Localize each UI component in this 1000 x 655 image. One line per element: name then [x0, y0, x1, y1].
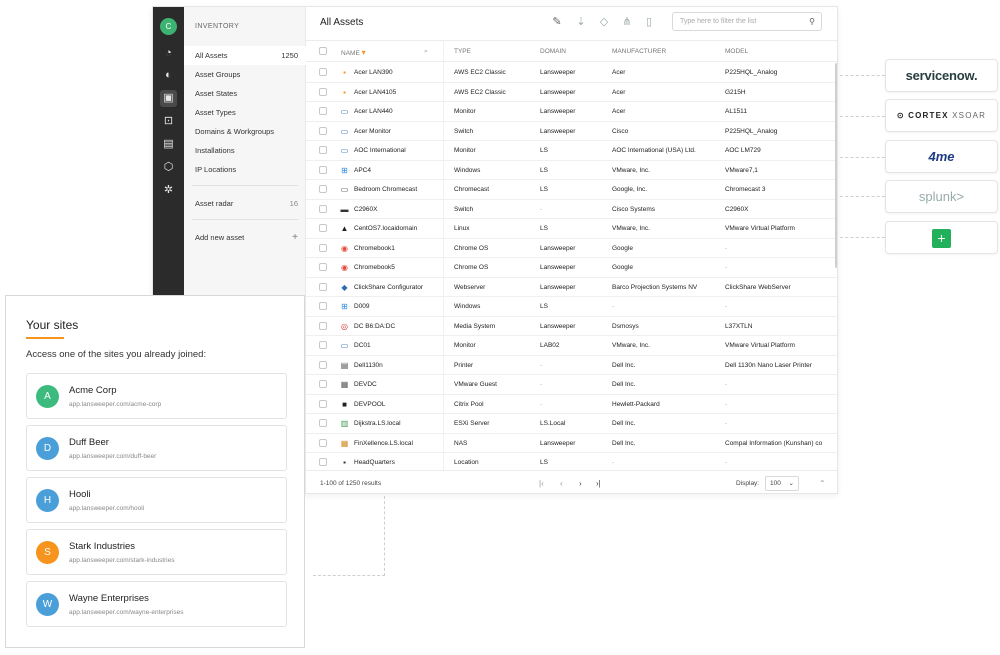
- table-row[interactable]: [306, 356, 838, 376]
- row-checkbox[interactable]: [319, 127, 327, 135]
- cell-model: AOC LM729: [725, 147, 761, 154]
- cell-model: -: [725, 244, 728, 252]
- cell-model: G215H: [725, 88, 746, 96]
- citrix-icon: ■: [342, 399, 347, 409]
- cell-manufacturer: Dsmosys: [612, 322, 639, 330]
- cell-type: Media System: [454, 322, 496, 330]
- cell-type: Location: [454, 459, 479, 466]
- connector-line: [840, 75, 885, 76]
- aws-icon: ▪: [343, 87, 346, 97]
- cell-name[interactable]: Acer LAN4105: [354, 88, 397, 96]
- display-value: 100: [770, 480, 781, 487]
- page-title: All Assets: [320, 17, 364, 28]
- cell-model: P225HQL_Analog: [725, 69, 778, 76]
- last-page-icon[interactable]: ›|: [596, 479, 601, 488]
- cell-name[interactable]: Bedroom Chromecast: [354, 186, 418, 193]
- sidebar-divider: [192, 219, 298, 220]
- edit-icon[interactable]: ✎: [552, 16, 562, 28]
- cell-domain: Lansweeper: [540, 264, 576, 271]
- sidebar-item-label: Asset radar: [195, 199, 234, 208]
- cell-type: Switch: [454, 205, 474, 213]
- monitor-icon: ▭: [340, 126, 349, 136]
- sidebar-heading: INVENTORY: [195, 23, 240, 30]
- row-checkbox[interactable]: [319, 380, 327, 388]
- linux-icon: ▲: [340, 224, 349, 233]
- location-icon: ▪: [343, 458, 346, 467]
- cell-type: Webserver: [454, 283, 486, 291]
- site-card[interactable]: [26, 529, 287, 575]
- row-checkbox[interactable]: [319, 439, 327, 447]
- cell-domain: LS: [540, 459, 548, 466]
- row-checkbox[interactable]: [319, 88, 327, 96]
- cell-manufacturer: Acer: [612, 88, 626, 96]
- aws-icon: ▪: [343, 68, 346, 77]
- cell-manufacturer: Google: [612, 244, 633, 252]
- table-row[interactable]: [306, 102, 838, 122]
- cell-type: Switch: [454, 127, 474, 135]
- server-icon: ▥: [340, 419, 349, 428]
- cell-model: Dell 1130n Nano Laser Printer: [725, 361, 812, 369]
- cell-model: -: [725, 420, 728, 427]
- site-name: Acme Corp: [69, 385, 117, 396]
- cell-name[interactable]: D009: [354, 303, 370, 310]
- table-row[interactable]: [306, 239, 838, 259]
- site-avatar: S: [36, 541, 59, 564]
- column-header-model[interactable]: MODEL: [725, 48, 749, 55]
- cell-model: L37XTLN: [725, 322, 753, 330]
- connector-line: [313, 496, 385, 576]
- table-row[interactable]: [306, 200, 838, 220]
- cell-domain: LS: [540, 147, 548, 154]
- site-url: app.lansweeper.com/duff-beer: [69, 453, 157, 460]
- user-avatar[interactable]: C: [160, 18, 177, 35]
- cell-type: VMware Guest: [454, 381, 497, 388]
- site-avatar: A: [36, 385, 59, 408]
- cell-model: P225HQL_Analog: [725, 127, 778, 135]
- monitor-icon: ▭: [340, 146, 349, 155]
- row-checkbox[interactable]: [319, 361, 327, 369]
- add-new-asset-button[interactable]: [184, 228, 306, 247]
- cell-manufacturer: VMware, Inc.: [612, 225, 650, 232]
- cell-domain: -: [540, 205, 543, 213]
- cell-model: -: [725, 400, 728, 408]
- media-icon: ◎: [341, 321, 348, 331]
- cell-name[interactable]: Dijkstra.LS.local: [354, 420, 401, 427]
- plus-icon: +: [292, 232, 298, 243]
- cell-type: Monitor: [454, 342, 476, 349]
- reports-icon[interactable]: ◐: [165, 69, 172, 81]
- cell-name[interactable]: DC B6:DA:DC: [354, 322, 396, 330]
- cell-domain: Lansweeper: [540, 283, 576, 291]
- table-row[interactable]: [306, 63, 838, 83]
- inventory-icon[interactable]: ▣: [160, 90, 177, 107]
- row-checkbox[interactable]: [319, 458, 327, 466]
- cell-domain: -: [540, 400, 543, 408]
- cell-type: Citrix Pool: [454, 400, 484, 408]
- cell-manufacturer: Cisco Systems: [612, 205, 655, 213]
- sidebar-item-asset-radar[interactable]: [184, 194, 306, 213]
- sidebar-item-asset-groups[interactable]: Asset Groups: [195, 70, 241, 79]
- monitor-icon: ▭: [340, 107, 349, 116]
- merge-icon[interactable]: ⇣: [576, 16, 586, 28]
- site-url: app.lansweeper.com/stark-industries: [69, 557, 175, 564]
- site-card[interactable]: [26, 425, 287, 471]
- table-row[interactable]: [306, 278, 838, 298]
- row-checkbox[interactable]: [319, 244, 327, 252]
- select-all-checkbox[interactable]: [319, 47, 327, 55]
- site-name: Stark Industries: [69, 541, 135, 552]
- cell-domain: LAB02: [540, 342, 560, 349]
- connector-line: [840, 237, 885, 238]
- column-header-name[interactable]: [341, 48, 366, 57]
- row-checkbox[interactable]: [319, 283, 327, 291]
- cell-model: AL1511: [725, 108, 747, 115]
- cell-manufacturer: Dell Inc.: [612, 381, 636, 388]
- row-checkbox[interactable]: [319, 419, 327, 427]
- chromecast-icon: ▭: [340, 185, 349, 194]
- box-icon[interactable]: ⬡: [163, 161, 174, 173]
- cell-manufacturer: Acer: [612, 108, 626, 115]
- cell-domain: Lansweeper: [540, 244, 576, 252]
- next-page-icon[interactable]: ›: [579, 479, 582, 488]
- documents-icon[interactable]: ▤: [163, 138, 174, 150]
- cell-type: Windows: [454, 166, 481, 174]
- table-row[interactable]: [306, 317, 838, 337]
- monitor-icon: ▭: [340, 341, 349, 350]
- cell-name[interactable]: Acer Monitor: [354, 127, 391, 135]
- cell-name[interactable]: Chromebook5: [354, 264, 395, 271]
- cell-domain: LS: [540, 186, 548, 193]
- cell-manufacturer: Google: [612, 264, 633, 271]
- cell-model: VMware7,1: [725, 166, 758, 174]
- site-name: Wayne Enterprises: [69, 593, 149, 604]
- cell-name[interactable]: ClickShare Configurator: [354, 283, 424, 291]
- table-row[interactable]: [306, 434, 838, 454]
- column-header-type[interactable]: TYPE: [454, 48, 471, 55]
- cell-manufacturer: Google, Inc.: [612, 186, 648, 193]
- sidebar-item-label: All Assets: [195, 51, 228, 60]
- sidebar-item-asset-types[interactable]: Asset Types: [195, 108, 236, 117]
- nas-icon: ▦: [340, 438, 349, 448]
- table-row[interactable]: [306, 395, 838, 415]
- cell-domain: -: [540, 361, 543, 369]
- cell-manufacturer: Cisco: [612, 127, 629, 135]
- row-checkbox[interactable]: [319, 166, 327, 174]
- row-checkbox[interactable]: [319, 68, 327, 76]
- cell-model: C2960X: [725, 205, 749, 213]
- sidebar-item-count: 16: [289, 199, 298, 208]
- software-icon[interactable]: ⊡: [163, 115, 174, 127]
- scroll-top-icon[interactable]: ⌃: [819, 479, 826, 488]
- site-name: Duff Beer: [69, 437, 109, 448]
- table-row[interactable]: [306, 258, 838, 278]
- sort-desc-icon[interactable]: ▾: [361, 48, 366, 57]
- your-sites-card: [5, 295, 305, 648]
- cell-type: AWS EC2 Classic: [454, 88, 506, 96]
- webserver-icon: ◆: [341, 282, 348, 292]
- prev-page-icon[interactable]: ‹: [560, 479, 563, 488]
- 4me-logo: 4me: [928, 149, 955, 164]
- cell-manufacturer: VMware, Inc.: [612, 342, 650, 349]
- cell-domain: LS: [540, 166, 548, 174]
- site-url: app.lansweeper.com/hooli: [69, 505, 145, 512]
- row-checkbox[interactable]: [319, 205, 327, 213]
- cell-domain: LS.Local: [540, 420, 566, 427]
- display-label: Display:: [736, 480, 760, 487]
- cell-model: Compal Information (Kunshan) co: [725, 439, 823, 447]
- site-card[interactable]: [26, 477, 287, 523]
- cell-model: ClickShare WebServer: [725, 283, 791, 291]
- cell-domain: Lansweeper: [540, 69, 576, 76]
- connector-line: [840, 157, 885, 158]
- settings-icon[interactable]: ✲: [163, 184, 174, 196]
- cell-domain: -: [540, 381, 543, 388]
- cell-manufacturer: -: [612, 303, 615, 310]
- cell-manufacturer: VMware, Inc.: [612, 166, 650, 174]
- windows-icon: ⊞: [341, 165, 348, 175]
- cell-manufacturer: Dell Inc.: [612, 361, 636, 369]
- row-checkbox[interactable]: [319, 224, 327, 232]
- printer-icon: ▤: [340, 360, 349, 370]
- cell-domain: LS: [540, 225, 548, 232]
- row-checkbox[interactable]: [319, 263, 327, 271]
- table-header: [306, 40, 838, 62]
- site-avatar: D: [36, 437, 59, 460]
- cell-name[interactable]: DEVDC: [354, 381, 377, 388]
- cell-type: Linux: [454, 225, 470, 232]
- chrome-icon: ◉: [341, 243, 348, 253]
- site-avatar: H: [36, 489, 59, 512]
- servicenow-logo: servicenow.: [905, 68, 978, 83]
- cell-model: -: [725, 303, 728, 310]
- table-row[interactable]: [306, 219, 838, 239]
- cell-domain: Lansweeper: [540, 88, 576, 96]
- splunk-logo: splunk>: [918, 189, 965, 204]
- cortex-xsoar-integration[interactable]: [885, 99, 998, 132]
- assets-table-body: [306, 63, 838, 470]
- sites-subtitle: Access one of the sites you already joined:: [26, 349, 207, 360]
- cell-type: Printer: [454, 361, 474, 369]
- cell-name[interactable]: Dell1130n: [354, 361, 383, 369]
- connector-line: [840, 196, 885, 197]
- add-integration-button[interactable]: +: [932, 229, 951, 248]
- cell-domain: Lansweeper: [540, 322, 576, 330]
- title-underline: [26, 337, 64, 339]
- cell-name[interactable]: FinXellence.LS.local: [354, 439, 413, 447]
- cell-type: ESXi Server: [454, 420, 490, 427]
- chrome-icon: ◉: [341, 263, 348, 272]
- site-url: app.lansweeper.com/acme-corp: [69, 401, 162, 408]
- cell-type: Windows: [454, 303, 481, 310]
- search-icon[interactable]: ⚲: [809, 17, 815, 26]
- cell-domain: LS: [540, 303, 548, 310]
- cell-domain: Lansweeper: [540, 439, 576, 447]
- row-checkbox[interactable]: [319, 302, 327, 310]
- results-count: 1-100 of 1250 results: [320, 480, 382, 487]
- relations-icon[interactable]: ⋔: [622, 16, 632, 28]
- cell-name[interactable]: HeadQuarters: [354, 459, 395, 466]
- column-header-manufacturer[interactable]: MANUFACTURER: [612, 48, 667, 55]
- cell-type: NAS: [454, 439, 468, 447]
- cell-model: Chromecast 3: [725, 186, 766, 193]
- cell-model: VMware Virtual Platform: [725, 225, 795, 232]
- cell-manufacturer: AOC International (USA) Ltd.: [612, 147, 696, 154]
- first-page-icon[interactable]: |‹: [539, 479, 544, 488]
- cell-manufacturer: Hewlett-Packard: [612, 400, 660, 408]
- row-checkbox[interactable]: [319, 341, 327, 349]
- connector-line: [840, 116, 885, 117]
- sidebar-divider: [192, 185, 298, 186]
- cell-name[interactable]: Chromebook1: [354, 244, 395, 252]
- cell-type: AWS EC2 Classic: [454, 69, 506, 76]
- row-checkbox[interactable]: [319, 146, 327, 154]
- cell-name[interactable]: AOC International: [354, 147, 406, 154]
- table-row[interactable]: [306, 453, 838, 470]
- sidebar-item-all-assets[interactable]: [184, 46, 306, 65]
- sidebar-item-installations[interactable]: Installations: [195, 146, 235, 155]
- cell-name[interactable]: APC4: [354, 166, 371, 174]
- site-card[interactable]: [26, 581, 287, 627]
- table-row[interactable]: [306, 180, 838, 200]
- 4me-integration[interactable]: [885, 140, 998, 173]
- cell-name[interactable]: DEVPOOL: [354, 400, 386, 408]
- switch-icon: ▬: [340, 204, 349, 214]
- filter-input[interactable]: [672, 12, 822, 31]
- table-row[interactable]: [306, 297, 838, 317]
- windows-icon: ⊞: [341, 302, 348, 311]
- cell-manufacturer: Dell Inc.: [612, 439, 636, 447]
- cell-model: -: [725, 459, 728, 466]
- cell-domain: Lansweeper: [540, 108, 576, 115]
- cell-manufacturer: Dell Inc.: [612, 420, 636, 427]
- table-row[interactable]: [306, 336, 838, 356]
- table-footer: [306, 470, 838, 494]
- table-row[interactable]: [306, 375, 838, 395]
- filter-placeholder: Type here to filter the list: [680, 18, 757, 25]
- table-row[interactable]: [306, 141, 838, 161]
- cell-name[interactable]: Acer LAN390: [354, 69, 393, 76]
- row-checkbox[interactable]: [319, 322, 327, 330]
- cell-name[interactable]: C2960X: [354, 205, 378, 213]
- table-row[interactable]: [306, 414, 838, 434]
- sidebar-item-count: 1250: [281, 51, 298, 60]
- sidebar-item-asset-states[interactable]: Asset States: [195, 89, 238, 98]
- cell-type: Chrome OS: [454, 264, 489, 271]
- cell-type: Monitor: [454, 108, 476, 115]
- cell-type: Chromecast: [454, 186, 490, 193]
- splunk-integration[interactable]: [885, 180, 998, 213]
- row-checkbox[interactable]: [319, 400, 327, 408]
- column-label: NAME: [341, 50, 360, 57]
- cell-manufacturer: Acer: [612, 69, 626, 76]
- column-filter-icon[interactable]: ⌕: [424, 48, 428, 55]
- vm-icon: ▦: [340, 380, 349, 389]
- sidebar-item-ip-locations[interactable]: IP Locations: [195, 165, 237, 174]
- cortex-logo: ⊙ CORTEX XSOAR: [896, 111, 987, 120]
- table-row[interactable]: [306, 161, 838, 181]
- site-name: Hooli: [69, 489, 91, 500]
- sites-title: Your sites: [26, 318, 79, 332]
- chevron-down-icon: ⌄: [788, 480, 794, 487]
- cell-name[interactable]: DC01: [354, 342, 371, 349]
- site-url: app.lansweeper.com/wayne-enterprises: [69, 609, 184, 616]
- table-row[interactable]: [306, 83, 838, 103]
- table-scrollbar[interactable]: [835, 63, 838, 268]
- add-new-asset-label: Add new asset: [195, 233, 245, 242]
- cell-manufacturer: Barco Projection Systems NV: [612, 283, 698, 291]
- add-integration-card: [885, 221, 998, 254]
- servicenow-integration[interactable]: [885, 59, 998, 92]
- site-avatar: W: [36, 593, 59, 616]
- tag-icon[interactable]: ◇: [599, 16, 609, 28]
- cell-domain: Lansweeper: [540, 127, 576, 135]
- cell-model: -: [725, 264, 728, 271]
- table-row[interactable]: [306, 122, 838, 142]
- assets-panel: [306, 7, 838, 493]
- sidebar-item-domains-workgroups[interactable]: Domains & Workgroups: [195, 127, 275, 136]
- cell-name[interactable]: CentOS7.locaidomain: [354, 225, 418, 232]
- row-checkbox[interactable]: [319, 185, 327, 193]
- cell-model: -: [725, 381, 728, 388]
- site-card[interactable]: [26, 373, 287, 419]
- dashboard-icon[interactable]: ◔: [165, 47, 172, 59]
- cell-type: Monitor: [454, 147, 476, 154]
- row-checkbox[interactable]: [319, 107, 327, 115]
- display-select[interactable]: [765, 476, 799, 491]
- cell-type: Chrome OS: [454, 244, 489, 252]
- column-header-domain[interactable]: DOMAIN: [540, 48, 566, 55]
- cell-model: VMware Virtual Platform: [725, 342, 795, 349]
- delete-icon[interactable]: ▯: [645, 16, 653, 28]
- cell-manufacturer: -: [612, 459, 615, 466]
- cell-name[interactable]: Acer LAN440: [354, 108, 393, 115]
